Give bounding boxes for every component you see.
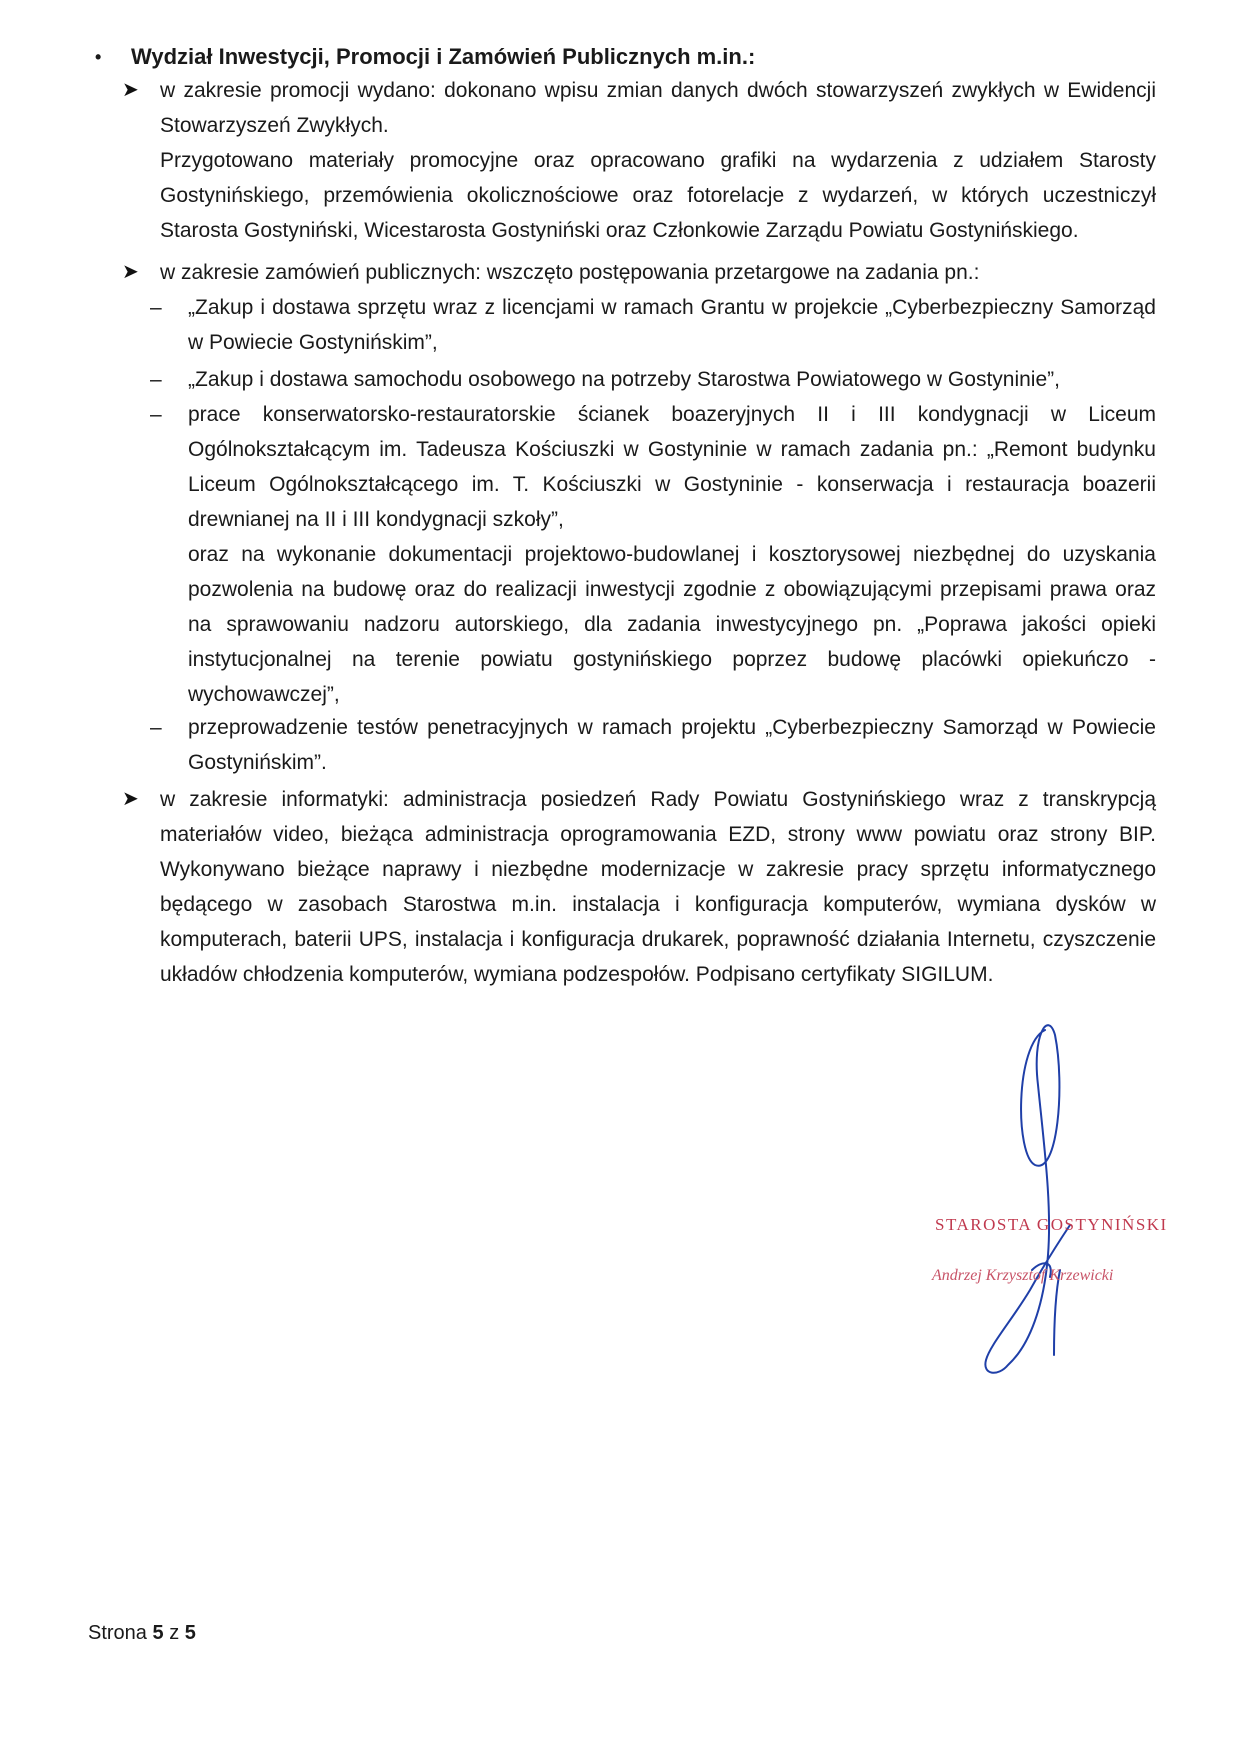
footer-separator: z [169, 1622, 180, 1644]
arrow-bullet-icon: ➤ [122, 79, 139, 101]
stamp-name: Andrzej Krzysztof Krzewicki [932, 1267, 1114, 1284]
dash-bullet-icon: – [150, 296, 162, 319]
stamp-title: STAROSTA GOSTYNIŃSKI [935, 1215, 1168, 1234]
current-page-number: 5 [152, 1622, 164, 1644]
list-item-text: „Zakup i dostawa sprzętu wraz z licencjami w ramach Grantu w projekcie „Cyberbezpieczny Samorząd w Powiecie Gostynińskim”, [188, 296, 1156, 354]
signature-stamp [920, 1015, 1168, 1395]
promotion-section [122, 73, 1156, 248]
total-page-count: 5 [184, 1622, 196, 1644]
it-section [122, 782, 1156, 1032]
handwritten-signature [920, 1015, 1160, 1395]
promotion-paragraph-2: Przygotowano materiały promocyjne oraz opracowano grafiki na wydarzenia z udziałem Starosty Gostynińskiego, przemówienia okolicznościowe oraz fotorelacje z wydarzeń, w których uczestniczył Starosta Gostyniński, Wicestarosta Gostyniński oraz Członkowie Zarządu Powiatu Gostynińskiego. [160, 149, 1156, 242]
procurement-intro: w zakresie zamówień publicznych: wszczęto postępowania przetargowe na zadania pn.: [160, 261, 980, 284]
page-footer [88, 1620, 196, 1646]
footer-label: Strona [88, 1622, 147, 1644]
dash-bullet-icon: – [150, 403, 162, 426]
department-title: Wydział Inwestycji, Promocji i Zamówień Publicznych m.in.: [131, 44, 756, 69]
dash-bullet-icon: – [150, 368, 162, 391]
it-paragraph: w zakresie informatyki: administracja posiedzeń Rady Powiatu Gostynińskiego wraz z transkrypcją materiałów video, bieżąca administracja oprogramowania EZD, strony www powiatu oraz strony BIP. Wykonywano bieżące naprawy i niezbędne modernizacje w zakresie pracy sprzętu informatycznego będącego w zasobach Starostwa m.in. instalacja i konfiguracja komputerów, wymiana dysków w komputerach, baterii UPS, instalacja i konfiguracja drukarek, poprawność działania Internetu, czyszczenie układów chłodzenia komputerów, wymiana podzespołów. Podpisano certyfikaty SIGILUM. [160, 788, 1156, 986]
arrow-bullet-icon: ➤ [122, 788, 139, 810]
arrow-bullet-icon: ➤ [122, 261, 139, 283]
list-item-continuation: oraz na wykonanie dokumentacji projektowo-budowlanej i kosztorysowej niezbędnej do uzyskania pozwolenia na budowę oraz do realizacji inwestycji zgodnie z obowiązującymi przepisami prawa oraz na sprawowaniu nadzoru autorskiego, dla zadania inwestycyjnego pn. „Poprawa jakości opieki instytucjonalnej na terenie powiatu gostynińskiego poprzez budowę placówki opiekuńczo -wychowawczej”, [188, 543, 1156, 706]
list-item-text: prace konserwatorsko-restauratorskie ścianek boazeryjnych II i III kondygnacji w Liceum Ogólnokształcącym im. Tadeusza Kościuszki w Gostyninie w ramach zadania pn.: „Remont budynku Liceum Ogólnokształcącego im. T. Kościuszki w Gostyninie - konserwacja i restauracja boazerii drewnianej na II i III kondygnacji szkoły”, [188, 403, 1156, 531]
list-item-text: przeprowadzenie testów penetracyjnych w ramach projektu „Cyberbezpieczny Samorząd w Powiecie Gostynińskim”. [188, 716, 1156, 774]
promotion-paragraph-1: w zakresie promocji wydano: dokonano wpisu zmian danych dwóch stowarzyszeń zwykłych w Ewidencji Stowarzyszeń Zwykłych. [160, 79, 1156, 137]
procurement-section [122, 255, 1156, 290]
bullet-icon: • [95, 47, 102, 67]
dash-bullet-icon: – [150, 716, 162, 739]
list-item-text: „Zakup i dostawa samochodu osobowego na potrzeby Starostwa Powiatowego w Gostyninie”, [188, 368, 1060, 391]
